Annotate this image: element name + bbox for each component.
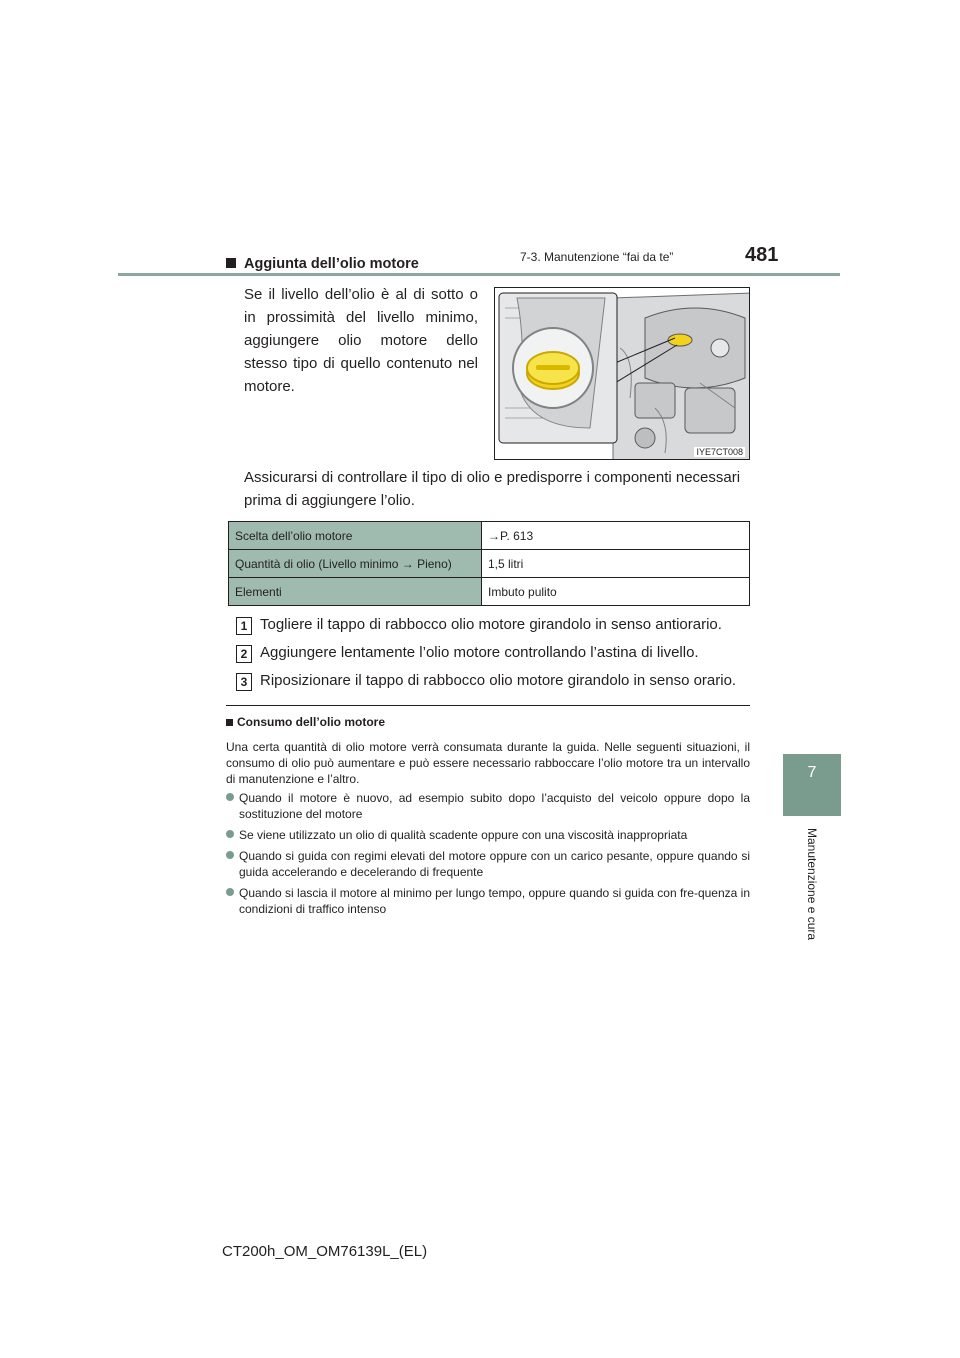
check-paragraph: Assicurarsi di controllare il tipo di olio e predisporre i componenti necessari prima di aggiungere l’olio. <box>244 469 741 509</box>
figure-code: IYE7CT008 <box>696 447 743 457</box>
square-bullet-icon <box>226 258 236 268</box>
square-bullet-icon <box>226 719 233 726</box>
step-number-badge: 3 <box>236 673 252 691</box>
step-text: Aggiungere lentamente l’olio motore controllando l’astina di livello. <box>260 644 699 661</box>
table-row <box>229 550 750 578</box>
section-title <box>226 256 419 272</box>
step-number-badge: 2 <box>236 645 252 663</box>
table-key: Quantità di olio (Livello minimo → Pieno) <box>229 550 482 578</box>
header-section-title: 7-3. Manutenzione “fai da te” <box>520 250 674 264</box>
table-row <box>229 578 750 606</box>
bullet-dot-icon <box>226 793 234 801</box>
bullet-dot-icon <box>226 851 234 859</box>
chapter-tab-label: Manutenzione e cura <box>805 827 819 941</box>
chapter-tab-number[interactable]: 7 <box>783 754 841 816</box>
note-title-text: Consumo dell’olio motore <box>237 715 386 729</box>
note-body: Una certa quantità di olio motore verrà consumata durante la guida. Nelle seguenti situazioni, il consumo di olio può aumentare e può essere necessario rabboccare l’olio motore tra un intervallo di manutenzione e l’altro. <box>226 740 750 786</box>
section-title-text: Aggiunta dell’olio motore <box>244 256 419 272</box>
document-code: CT200h_OM_OM76139L_(EL) <box>222 1243 428 1260</box>
table-key: Elementi <box>229 578 482 606</box>
table-value: 1,5 litri <box>482 550 750 578</box>
table-value-link[interactable]: →P. 613 <box>482 522 750 550</box>
list-item-text: Quando si lascia il motore al minimo per lungo tempo, oppure quando si guida con fre-quenza in condizioni di traffico intenso <box>239 886 750 916</box>
table-key: Scelta dell’olio motore <box>229 522 482 550</box>
note-divider <box>226 705 750 706</box>
list-item-text: Quando il motore è nuovo, ad esempio subito dopo l’acquisto del veicolo oppure dopo la sostituzione del motore <box>239 791 750 821</box>
oil-spec-table <box>228 521 750 606</box>
page-number: 481 <box>745 244 779 266</box>
header-divider <box>118 273 840 276</box>
step-number-badge: 1 <box>236 617 252 635</box>
bullet-dot-icon <box>226 888 234 896</box>
list-item-text: Se viene utilizzato un olio di qualità scadente oppure con una viscosità inappropriata <box>239 828 688 842</box>
note-title <box>226 715 385 729</box>
bullet-dot-icon <box>226 830 234 838</box>
engine-oil-cap-illustration <box>494 287 750 460</box>
table-row <box>229 522 750 550</box>
list-item-text: Quando si guida con regimi elevati del motore oppure con un carico pesante, oppure quando si guida accelerando e decelerando di frequente <box>239 849 750 879</box>
engine-bay-drawing <box>495 288 750 460</box>
intro-paragraph: Se il livello dell’olio è al di sotto o in prossimità del livello minimo, aggiungere olio motore dello stesso tipo di quello contenuto nel motore. <box>244 286 478 395</box>
step-text: Togliere il tappo di rabbocco olio motore girandolo in senso antiorario. <box>260 616 722 633</box>
step-text: Riposizionare il tappo di rabbocco olio motore girandolo in senso orario. <box>260 672 737 689</box>
table-value: Imbuto pulito <box>482 578 750 606</box>
